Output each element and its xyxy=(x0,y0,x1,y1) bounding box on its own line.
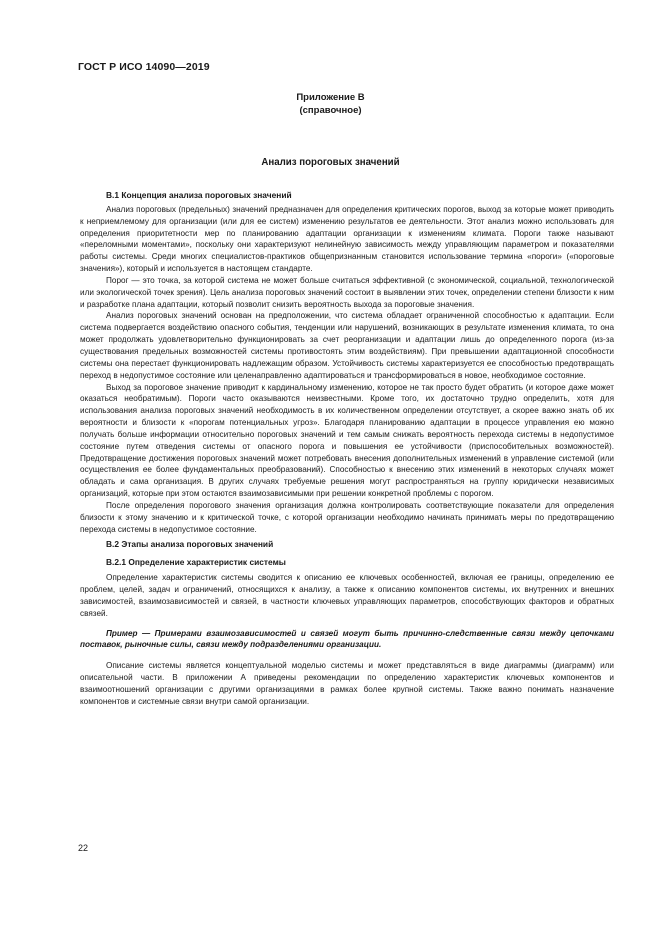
paragraph: Порог — это точка, за которой система не может больше считаться эффективной (с экономической, социальной, технологической или экологической точек зрения). Цель анализа пороговых значений состоит в выявлении этих точек, определении степени близости к ним и разработке плана адаптации, который позволит снизить вероятность выхода за пороговые значения. xyxy=(80,275,614,309)
example-label: Пример — xyxy=(106,628,151,638)
example-note xyxy=(80,628,614,652)
appendix-subtitle: (справочное) xyxy=(299,105,362,116)
section-b2-heading: В.2 Этапы анализа пороговых значений xyxy=(106,539,274,550)
example-text: Примерами взаимозависимостей и связей могут быть причинно-следственные связи между цепочками поставок, рыночные силы, связи между подразделениями организации. xyxy=(80,628,615,650)
paragraph: Выход за пороговое значение приводит к кардинальному изменению, которое не так просто будет обратить (и которое даже может оказаться необратимым). Пороги часто оказываются неизвестными. Кроме того, их достаточно трудно определить, хотя для использования анализа пороговых значений необходимость в их количественном определении отсутствует, а скорее важно знать об их вероятности и близости к «порогам потенциальных угроз». Благодаря планированию адаптации в процессе управления ею можно получать больше информации относительно пороговых значений и тем самым снижать вероятность перехода системы в недопустимое состояние путем отведения системы от опасного порога и повышения ее устойчивости (приспособительных возможностей). Предотвращение достижения пороговых значений может потребовать внесения дополнительных изменений в управление системой (или осуществления ее более фундаментальных преобразований). Способностью к внесению этих изменений в некоторых случаях может обладать и сама организация. В других случаях требуемые решения могут распространяться на группу юридически независимых организаций, которые при этом остаются взаимозависимыми при решении конкретной проблемы с порогом. xyxy=(80,382,614,499)
section-b1-heading: В.1 Концепция анализа пороговых значений xyxy=(106,190,292,200)
standard-header: ГОСТ Р ИСО 14090—2019 xyxy=(78,61,210,73)
paragraph: Определение характеристик системы сводится к описанию ее ключевых особенностей, включая ее границы, определению ее проблем, целей, задач и ограничений, относящихся к анализу, а также к описанию компонентов системы, их внутренних и внешних зависимостей, взаимозависимостей и связей, в частности ключевых управляющих параметров, способствующих факторов и обратных связей. xyxy=(80,573,614,618)
appendix-heading xyxy=(0,91,661,117)
document-body xyxy=(80,190,614,708)
section-b21-heading: В.2.1 Определение характеристик системы xyxy=(106,557,286,568)
paragraph: После определения порогового значения организация должна контролировать соответствующие показатели для определения близости к этому значению и к критической точке, с которой организации необходимо начинать принимать меры по предотвращению перехода системы в недопустимое состояние. xyxy=(80,500,614,534)
appendix-title: Приложение В xyxy=(296,92,365,103)
document-title: Анализ пороговых значений xyxy=(261,157,400,168)
paragraph: Анализ пороговых значений основан на предположении, что система обладает ограниченной способностью к адаптации. Если система подвергается воздействию опасного события, тенденции или нарушений, возникающих в результате изменения климата, то она может продолжать удовлетворительно функционировать за счет реорганизации и адаптации лишь до определенного порога (из-за существования предельных возможностей системы противостоять этим воздействиям). При превышении адаптационной способности системы она перестает функционировать надлежащим образом. Устойчивость системы характеризуется ее способностью предотвращать переход в недопустимое состояние или целенаправленно адаптироваться и трансформироваться в новое, необходимое состояние. xyxy=(80,311,614,380)
page-number: 22 xyxy=(78,843,89,853)
paragraph: Описание системы является концептуальной моделью системы и может представляться в виде диаграммы (диаграмм) или описательной части. В приложении А приведены рекомендации по определению характеристик ключевых компонентов и взаимоотношений организации с другими организациями в рамках более крупной системы. Также важно понимать назначение компонентов и системные связи внутри самой организации. xyxy=(80,661,614,706)
paragraph: Анализ пороговых (предельных) значений предназначен для определения критических порогов, выход за которые может приводить к неприемлемому для организации (или для ее систем) изменению результатов ее деятельности. Этот анализ можно использовать для определения приоритетности мер по планированию адаптации организации к изменениям климата. Пороги также называют «переломными моментами», поскольку они характеризуют нелинейную зависимость между управляющим параметром и показателями работы системы. Среди многих специалистов-практиков общепризнанным становится использование термина «пороги» («пороговые значения»), который и используется в настоящем стандарте. xyxy=(80,204,614,274)
